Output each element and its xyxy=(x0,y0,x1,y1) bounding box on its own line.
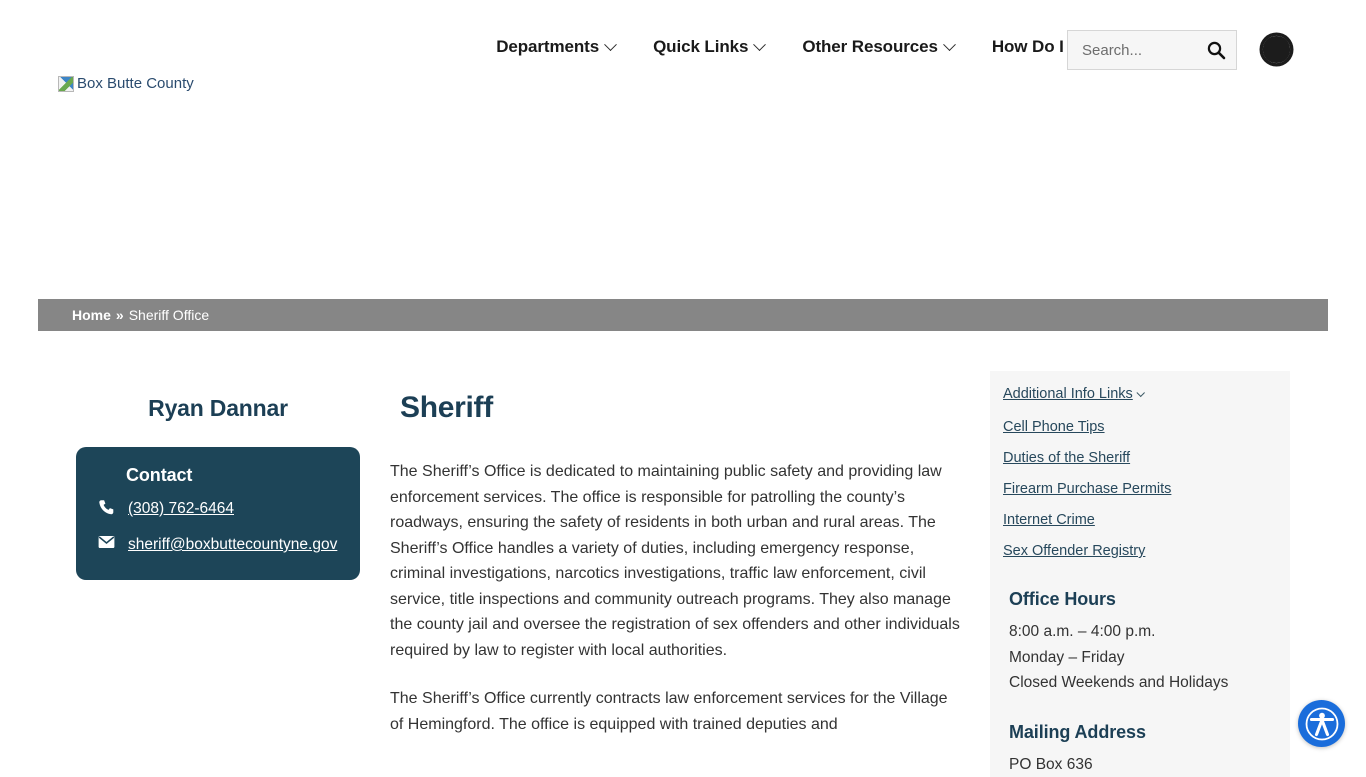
contact-email-link[interactable]: sheriff@boxbuttecountyne.gov xyxy=(128,532,337,558)
officer-name: Ryan Dannar xyxy=(60,395,376,422)
contact-email-row xyxy=(96,532,340,558)
office-hours-line: Monday – Friday xyxy=(1009,645,1290,671)
sidebar-link-internet-crime[interactable]: Internet Crime xyxy=(1003,512,1095,528)
globe-icon xyxy=(1258,31,1295,68)
sidebar-info-block xyxy=(990,573,1290,777)
contact-card xyxy=(76,447,360,580)
mailing-address-heading: Mailing Address xyxy=(1009,722,1290,743)
nav-item-label: Other Resources xyxy=(802,37,938,57)
chevron-down-icon xyxy=(604,38,617,51)
contact-phone-row xyxy=(96,496,340,522)
search-input[interactable] xyxy=(1082,38,1204,62)
article-column xyxy=(390,391,965,760)
nav-item-other-resources[interactable] xyxy=(802,37,954,57)
contact-phone-link[interactable]: (308) 762-6464 xyxy=(128,496,234,522)
breadcrumb xyxy=(38,299,1328,331)
list-item xyxy=(1003,418,1290,436)
sidebar-link-duties-of-the-sheriff[interactable]: Duties of the Sheriff xyxy=(1003,450,1130,466)
main-content xyxy=(0,331,1366,768)
nav-item-label: Quick Links xyxy=(653,37,748,57)
nav-item-label: Departments xyxy=(496,37,599,57)
chevron-down-icon[interactable] xyxy=(1136,389,1144,397)
nav-item-quick-links[interactable] xyxy=(653,37,764,57)
site-header xyxy=(0,0,1366,280)
sidebar-toggle-additional-info-links[interactable]: Additional Info Links xyxy=(1003,386,1133,402)
sidebar-toggle-row xyxy=(1003,385,1290,403)
article-paragraph: The Sheriff’s Office currently contracts law enforcement services for the Village of Hemingford. The office is equipped with trained deputies and xyxy=(390,686,965,737)
search-bar[interactable] xyxy=(1067,30,1237,70)
translate-button[interactable] xyxy=(1258,31,1295,68)
office-hours-line: 8:00 a.m. – 4:00 p.m. xyxy=(1009,619,1290,645)
sidebar-link-sex-offender-registry[interactable]: Sex Offender Registry xyxy=(1003,543,1145,559)
mailing-address-line: PO Box 636 xyxy=(1009,752,1290,777)
phone-icon xyxy=(96,496,116,516)
list-item xyxy=(1003,480,1290,498)
officer-column xyxy=(60,395,376,580)
page-title: Sheriff xyxy=(400,391,965,425)
additional-info-links xyxy=(990,385,1290,560)
sidebar-link-firearm-purchase-permits[interactable]: Firearm Purchase Permits xyxy=(1003,481,1171,497)
list-item xyxy=(1003,542,1290,560)
office-hours-heading: Office Hours xyxy=(1009,589,1290,610)
envelope-icon xyxy=(96,532,116,549)
search-button[interactable] xyxy=(1204,38,1228,62)
chevron-down-icon xyxy=(943,38,956,51)
breadcrumb-home[interactable]: Home xyxy=(72,307,111,323)
sidebar-link-cell-phone-tips[interactable]: Cell Phone Tips xyxy=(1003,419,1105,435)
chevron-down-icon xyxy=(753,38,766,51)
site-logo-alt-text: Box Butte County xyxy=(77,75,194,92)
search-icon xyxy=(1206,40,1226,60)
list-item xyxy=(1003,449,1290,467)
accessibility-person-icon xyxy=(1303,705,1341,743)
office-hours-line: Closed Weekends and Holidays xyxy=(1009,670,1290,696)
nav-item-label: How Do I xyxy=(992,37,1064,57)
contact-card-title: Contact xyxy=(126,465,340,486)
breadcrumb-separator: » xyxy=(116,307,124,323)
broken-image-icon xyxy=(58,76,74,92)
sidebar-panel xyxy=(990,371,1290,777)
article-paragraph: The Sheriff’s Office is dedicated to maintaining public safety and providing law enforcement services. The office is responsible for patrolling the county’s roadways, ensuring the safety of residents in both urban and rural areas. The Sheriff’s Office handles a variety of duties, including emergency response, criminal investigations, narcotics investigations, traffic law enforcement, civil service, title inspections and community outreach programs. They also manage the county jail and oversee the registration of sex offenders and other individuals required by law to register with local authorities. xyxy=(390,459,965,663)
site-logo[interactable] xyxy=(58,75,194,92)
list-item xyxy=(1003,511,1290,529)
accessibility-widget-button[interactable] xyxy=(1298,700,1345,747)
nav-item-departments[interactable] xyxy=(496,37,615,57)
breadcrumb-current: Sheriff Office xyxy=(129,307,209,323)
